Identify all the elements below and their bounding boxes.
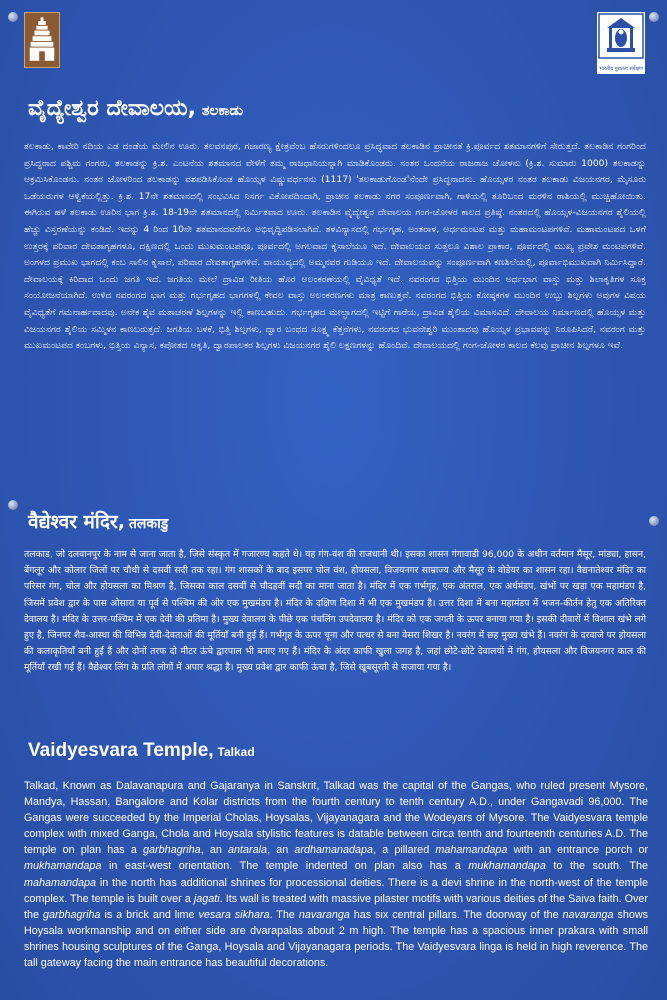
english-paragraph: Talkad, Known as Dalavanapura and Gajaranya in Sanskrit, Talkad was the capital of the Gangas, who ruled present Mysore, Mandya, Hassan, Bangalore and Kolar districts from the fourth century to tenth century A.D., under Gangavadi 96,000. The Gangas were succeeded by the Imperial Cholas, Hoysalas, Vijayanagara and the Wodeyars of Mysore. The Vaidyesvara temple complex with mixed Ganga, Chola and Hoysala stylistic features is datable between circa tenth and fourteenth centuries A.D. The temple on plan has a garbhagriha, an antarala, an ardhamanadapa, a pillared mahamandapa with an entrance porch or mukhamandapa in east-west orientation. The temple indented on plan also has a mukhamandapa to the south. The mahamandapa in the north has additional shrines for processional deities. There is a devi shrine in the north-west of the temple complex. The temple is built over a jagati. Its wall is treated with massive pilaster motifs with various deities of the Saiva faith. Over the garbhagriha is a brick and lime vesara sikhara. The navaranga has six central pillars. The doorway of the navaranga shows Hoysala workmanship and on either side are dvarapalas about 2 m high. The temple has a spacious inner prakara with small shrines housing sculptures of the Ganga, Hoysala and Vijayanagara periods. The Vaidyesvara linga is held in high reverence. The tall gateway facing the main entrance has beautiful decorations. — [24, 780, 649, 970]
hindi-title: वैद्येश्वर मंदिर, — [28, 511, 125, 533]
temple-icon — [24, 12, 60, 68]
kannada-paragraph: ತಲಕಾಡು, ಕಾವೇರಿ ನದಿಯ ಎಡ ದಂಡೆಯ ಮೇಲಿನ ಊರು. ತಲವನಪುರ, ಗಜಾರಣ್ಯ ಕ್ಷೇತ್ರವೆಂಬ ಹೆಸರುಗಳಿಂದಲೂ ಪ್ರಸಿದ್ಧವಾದ ತಲಕಾಡಿನ ಪ್ರಾಚೀನತೆ ಕ್ರಿ.ಪೂರ್ವದ ಶತಮಾನಗಳಿಗೆ ಸೇರುತ್ತದೆ. ತಲಕಾಡಿನ ಗಂಗರಿಂದ ಪ್ರಸಿದ್ಧರಾದ ಪಶ್ಚಿಮ ಗಂಗರು, ತಲಕಾಡನ್ನು ಕ್ರಿ.ಶ. ಎಂಟನೆಯ ಶತಮಾನದ ವೇಳೆಗೆ ತಮ್ಮ ರಾಜಧಾನಿಯನ್ನಾಗಿ ಮಾಡಿಕೊಂಡರು. ನಂತರ ಒಂದನೆಯ ರಾಜರಾಜ ಚೋಳನು (ಕ್ರಿ.ಶ. ಸುಮಾರು 1000) ತಲಕಾಡನ್ನು ಆಕ್ರಮಿಸಿಕೊಂಡನು. ನಂತರ ಚೋಳರಿಂದ ತಲಕಾಡನ್ನು ವಶಪಡಿಸಿಕೊಂಡ ಹೊಯ್ಸಳ ವಿಷ್ಣುವರ್ಧನನು (1117) 'ತಲಕಾಡುಗೊಂಡ'ನೆಂದೇ ಪ್ರಸಿದ್ಧನಾದನು. ಹೊಯ್ಸಳರ ನಂತರ ತಲಕಾಡು ವಿಜಯನಗರ, ಮೈಸೂರು ಒಡೆಯರುಗಳ ಆಳ್ವಿಕೆಯಲ್ಲಿತ್ತು. ಕ್ರಿ.ಶ. 17ನೇ ಶತಮಾನದಲ್ಲಿ ಸಂಭವಿಸಿದ ನಿಸರ್ಗ ವಿಕೋಪದಿಂದಾಗಿ, ಪ್ರಾಚೀನ ತಲಕಾಡು ನಗರ ಸಂಪೂರ್ಣವಾಗಿ, ಗಾಳಿಯಲ್ಲಿ ತೂರಿಬಂದ ಮರಳಿನ ರಾಶಿಯಲ್ಲಿ ಮುಚ್ಚಿಹೋಯಿತು. ಈಗಿರುವ ಹಳೆ ತಲಕಾಡು ಊರಿನ ಭಾಗ ಕ್ರಿ.ಶ. 18-19ನೇ ಶತಮಾನದಲ್ಲಿ ನಿರ್ಮಿತವಾದ ಊರು. ತಲಕಾಡಿನ ವೈದ್ಯೇಶ್ವರ ದೇವಾಲಯ ಗಂಗ-ಚೋಳರ ಕಾಲದ ಪ್ರತಿಷ್ಠೆ. ನಂತರದಲ್ಲಿ ಹೊಯ್ಸಳ-ವಿಜಯನಗರ ಶೈಲಿಯಲ್ಲಿ ಹೆಚ್ಚು ವಿಸ್ತರಣೆಯನ್ನು ಕಂಡಿದೆ. ಇದನ್ನು 4 ರಿಂದ 10ನೇ ಶತಮಾನದವರೆಗೂ ಅಭಿವೃದ್ಧಿಪಡಿಸಲಾಗಿದೆ. ತಳವಿನ್ಯಾಸದಲ್ಲಿ ಗರ್ಭಗೃಹ, ಅಂತರಾಳ, ಅರ್ಧಮಂಟಪ ಮತ್ತು ಮಹಾಮಂಟಪಗಳಿವೆ. ಮಹಾಮಂಟಪದ ಒಳಗೆ ಉತ್ತರಕ್ಕೆ ಪರಿವಾರ ದೇವತಾಗೃಹಗಳೂ, ದಕ್ಷಿಣದಲ್ಲಿ ಒಂದು ಮುಖಮಂಟಪವೂ, ಪೂರ್ವದಲ್ಲಿ ಅಗಲವಾದ ಕೈಸಾಲೆಯೂ ಇದೆ. ದೇವಾಲಯದ ಸುತ್ತಲೂ ವಿಶಾಲ ಪ್ರಾಕಾರ, ಪೂರ್ವದಲ್ಲಿ ಮುಖ್ಯ ಪ್ರವೇಶ ಮಂಟಪಗಳಿವೆ. ಅಂಗಳದ ಪ್ರಮುಖ ಭಾಗದಲ್ಲಿ ಕಂಬ ಸಾಲಿನ ಕೈಸಾಲೆ, ಪರಿವಾರ ದೇವತಾಗೃಹಗಳಿವೆ. ವಾಯುವ್ಯದಲ್ಲಿ ಅಮ್ಮನವರ ಗುಡಿಯೂ ಇದೆ. ದೇವಾಲಯವನ್ನು ಸಂಪೂರ್ಣವಾಗಿ ಕಣಶಿಲೆಯಲ್ಲಿ, ಪೂರ್ವಾಭಿಮುಖವಾಗಿ ನಿರ್ಮಿಸಿದ್ದಾರೆ. ದೇವಾಲಯಕ್ಕೆ ಕಿರಿದಾದ ಒಂದು ಜಗತಿ ಇದೆ. ಜಗತಿಯ ಮೇಲೆ ದ್ರಾವಿಡ ರೀತಿಯ ಹೊರ ಅಲಂಕರಣೆಯಲ್ಲಿ ವೈವಿಧ್ಯತೆ ಇದೆ. ನವರಂಗದ ಭಿತ್ತಿಯ ಮುಂದಿನ ಅರ್ಧಭಾಗ ವಾಸ್ತು ಮತ್ತು ಶಿಲಾಕೃತಿಗಳ ಸೂಕ್ತ ಸಂಯೋಜನೆಯಾಗಿದೆ. ಉಳಿದ ನವರಂಗದ ಭಾಗ ಮತ್ತು ಗರ್ಭಗೃಹದ ಭಾಗಗಳಲ್ಲಿ ಕೇವಲ ವಾಸ್ತು ಅಲಂಕರಣಗಳು ಮಾತ್ರ ಕಾಣುತ್ತವೆ. ನವರಂಗದ ಭಿತ್ತಿಯ ಕೋಷ್ಠಕಗಳ ಮುಂದಿನ ಉಬ್ಬು ಶಿಲ್ಪಗಳು ಅವುಗಳ ವಿಷಯ ವೈವಿಧ್ಯತೆಗೆ ಗಮನಾರ್ಹವಾದವು. ಅನೇಕ ಶೈವ ಮತಾಚರಣೆ ಶಿಲ್ಪಗಳನ್ನು ಇಲ್ಲಿ ಕಾಣಬಹುದು. ಗರ್ಭಗೃಹದ ಮೇಲ್ಭಾಗದಲ್ಲಿ ಇಟ್ಟಿಗೆ ಗಾರೆಯ, ದ್ರಾವಿಡ ಶೈಲಿಯ ವಿಮಾನವಿದೆ. ದೇವಾಲಯ ನಿರ್ಮಾಣದಲ್ಲಿ ಹೊಯ್ಸಳ ಮತ್ತು ವಿಜಯನಗರ ಶೈಲಿಯ ಸಮ್ಮಿಳನ ಕಾಣಬರುತ್ತದೆ. ಜಗತಿಯ ಬಳಕೆ, ಭಿತ್ತಿ ಶಿಲ್ಪಗಳು, ದ್ವಾರ ಬಂಧದ ಸೂಕ್ಷ್ಮ ಕೆತ್ತನೆಗಳು, ನವರಂಗದ ಭುವನೇಶ್ವರಿ ಮುಂತಾದವು ಹೊಯ್ಸಳ ಪ್ರಭಾವವನ್ನು ನಿರೂಪಿಸಿದರೆ, ನವರಂಗ ಮತ್ತು ಮುಖಮಂಟಪದ ಕಂಬಗಳು, ಭಿತ್ತಿಯ ವಿನ್ಯಾಸ, ಕಪೋತದ ಆಕೃತಿ, ದ್ವಾರಪಾಲಕರ ಶಿಲ್ಪಗಳು ವಿಜಯನಗರ ಶೈಲಿ ಲಕ್ಷಣಗಳನ್ನು ಹೊಂದಿವೆ. ದೇವಾಲಯದಲ್ಲಿ ಗಂಗ-ಚೋಳರ ಕಾಲದ ಕೆಲವು ಪ್ರಾಚೀನ ಶಿಲ್ಪಗಳೂ ಇವೆ. — [24, 141, 646, 352]
english-subtitle: Talkad — [217, 745, 255, 759]
mounting-screw — [649, 516, 659, 526]
asi-logo-caption: भारतीय पुरातत्व सर्वेक्षण — [599, 66, 643, 72]
hindi-heading — [28, 508, 168, 534]
mounting-screw — [649, 12, 659, 22]
english-title: Vaidyesvara Temple, — [28, 740, 214, 761]
mounting-screw — [8, 500, 18, 510]
asi-logo-icon — [597, 12, 645, 74]
english-heading — [28, 740, 255, 762]
kannada-subtitle: ತಲಕಾಡು — [201, 103, 244, 119]
hindi-paragraph: तलकाड, जो दलवानपुर के नाम से जाना जाता है, जिसे संस्कृत में गजारण्य कहते थे। यह गंग-वंश की राजधानी थी। इसका शासन गंगावाडी 96,000 के अधीन वर्तमान मैसूर, मांड्या, हासन, बेंगलूर और कोलार जिलों पर चौथी से दसवीं सदी तक रहा। गंग शासकों के बाद इसपर चोल वंश, होयसला, विजयनगर साम्राज्य और मैसूर के वोडेयर का शासन रहा। वैद्यनातेश्वर मंदिर का परिसर गंग, चोल और होयसला का मिश्रण है, जिसका काल दसवीं से चौदहवीं सदी का माना जाता है। मंदिर में एक गर्भगृह, एक अंतराल, एक अर्धमंडप, खंभों पर खड़ा एक महामंडप है, जिसमें प्रवेश द्वार के पास ओसारा या पूर्व से पश्चिम की ओर एक मुखमंडप है। मंदिर के दक्षिण दिशा में भी एक मुखमंडप है। उत्तर दिशा में बना महामंडप में भजन-कीर्तन हेतु एक अतिरिक्त देवालय है। मंदिर के उत्तर-पश्चिम में एक देवी की प्रतिमा है। मुख्य देवालय के पीछे एक पंचलिंग उपदेवालय है। मंदिर को एक जगती के ऊपर बनाया गया है। इसकी दीवारों में विशाल खंभे लगे हुए है, जिनपर शैव-आस्था की विभिन्न देवी-देवताओं की मूर्तियाँ बनी हुईं हैं। गर्भगृह के ऊपर चूना और पत्थर से बना वेसरा शिखर है। नवरंग में छह मुख्य खंभे हैं। नवरंग के दरवाजे पर होयसला की कलाकृतियाँ बनी हुईं हैं और दोनों तरफ दो मीटर ऊंचे द्वारपाल भी बनाए गए हैं। मंदिर के अंदर काफी खुला जगह है, जहां छोटे-छोटे देवालयों में गंग, होयसला और विजयनगर काल की मूर्तियाँ रखी गई हैं। वैद्येश्वर लिंग के प्रति लोगों में अपार श्रद्धा है। मुख्य प्रवेश द्वार काफी ऊंचा है, जिसे खूबसूरती से सजाया गया है। — [24, 549, 646, 674]
mounting-screw — [8, 12, 18, 22]
hindi-subtitle: तलकाडु — [128, 516, 169, 532]
kannada-title: ವೈದ್ಯೇಶ್ವರ ದೇವಾಲಯ, — [28, 96, 196, 121]
kannada-heading — [28, 96, 243, 121]
